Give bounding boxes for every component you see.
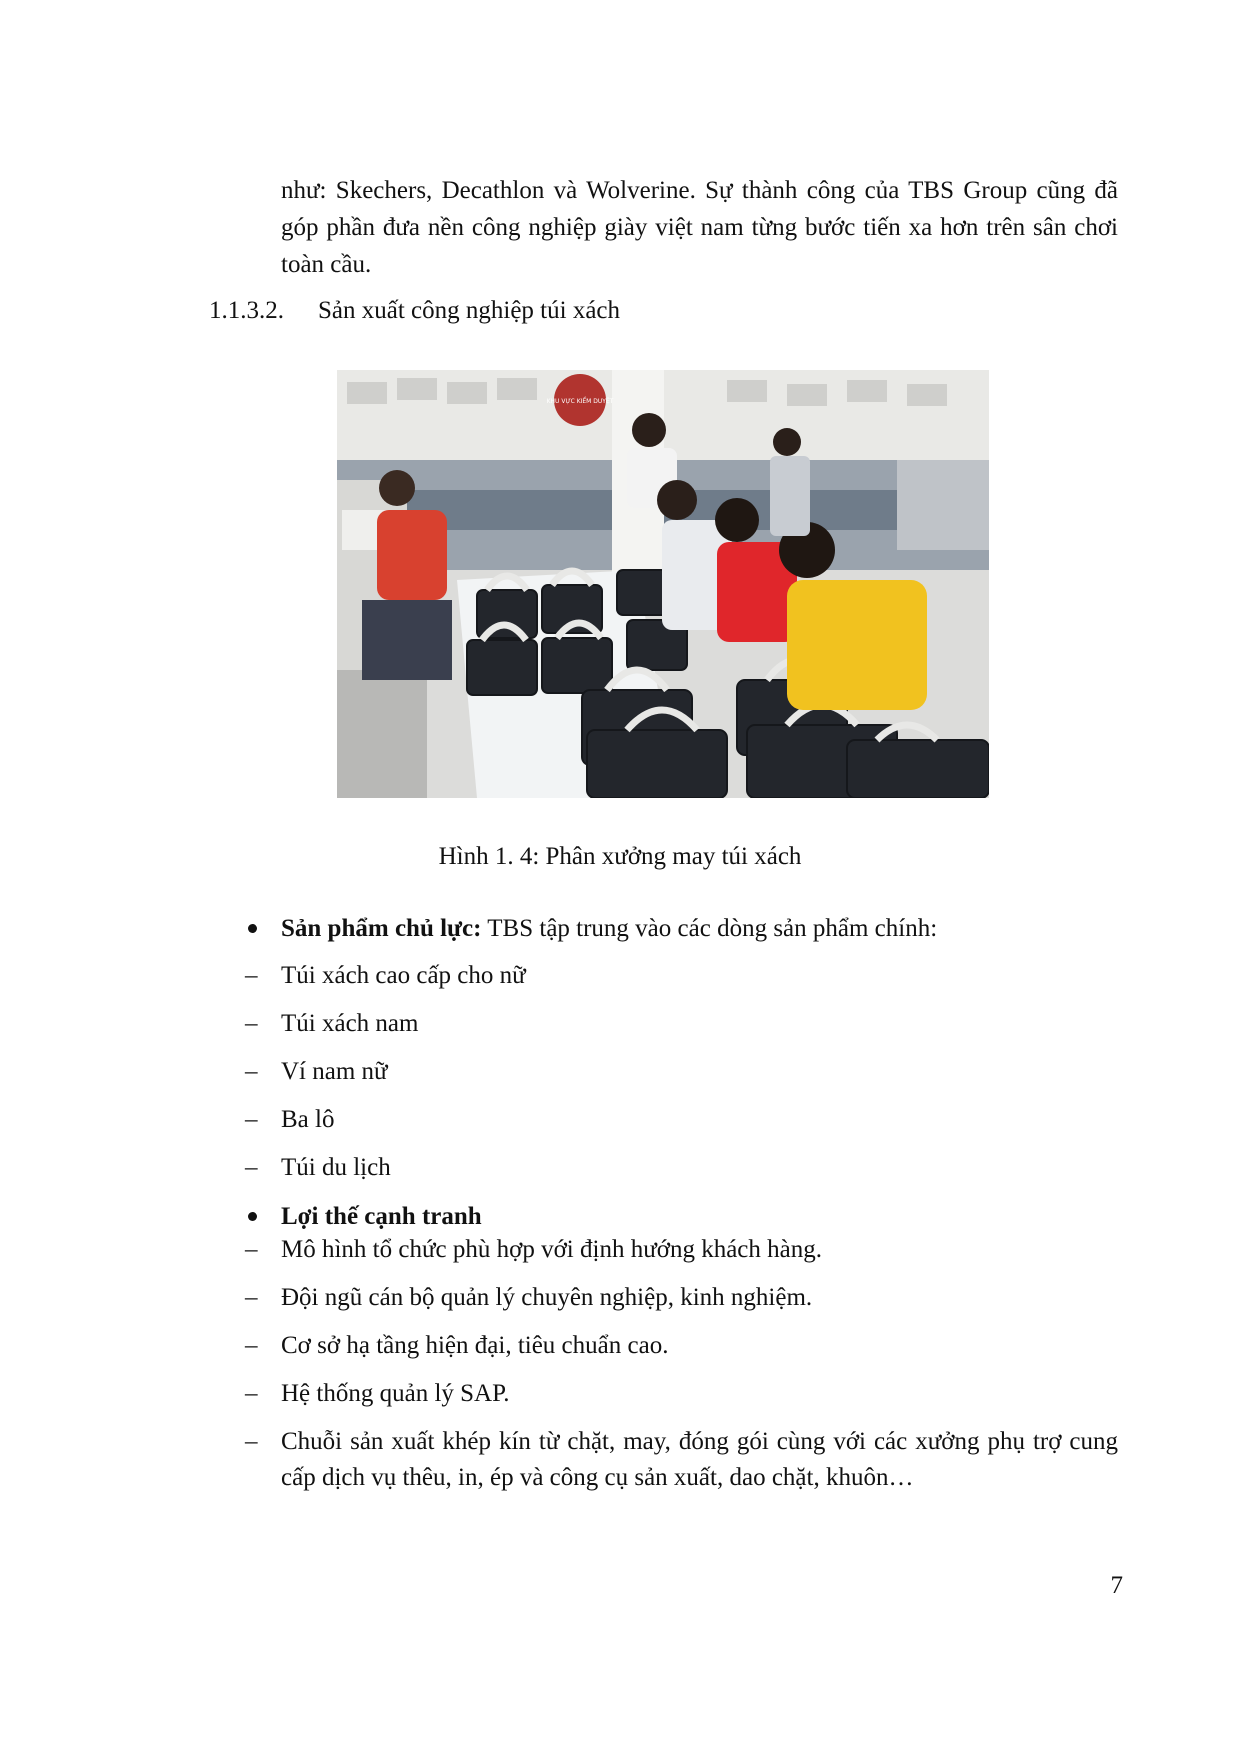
list-item: – Chuỗi sản xuất khép kín từ chặt, may, đóng gói cùng với các xưởng phụ trợ cung cấp dịch vụ thêu, in, ép và công cụ sản xuất, dao chặt, khuôn… [245, 1424, 1118, 1496]
list-item: – Hệ thống quản lý SAP. [245, 1376, 1118, 1412]
list-item: – Ví nam nữ [245, 1054, 1118, 1090]
page-number: 7 [1110, 1572, 1123, 1599]
section-number: 1.1.3.2. [209, 297, 284, 324]
figure-caption: Hình 1. 4: Phân xưởng may túi xách [438, 843, 802, 870]
list-item: – Túi du lịch [245, 1150, 1118, 1186]
factory-sign-text: KHU VỰC KIỂM DUYỆT [546, 398, 614, 405]
products-label: Sản phẩm chủ lực: [281, 915, 482, 942]
list-item: – Túi xách nam [245, 1006, 1118, 1042]
list-item: – Mô hình tổ chức phù hợp với định hướng khách hàng. [245, 1232, 1118, 1268]
dash-marker: – [245, 1106, 258, 1133]
products-intro: TBS tập trung vào các dòng sản phẩm chính: [481, 915, 938, 942]
list-item: – Ba lô [245, 1102, 1118, 1138]
dash-marker: – [245, 1154, 258, 1181]
list-item: – Đội ngũ cán bộ quản lý chuyên nghiệp, kinh nghiệm. [245, 1280, 1118, 1316]
dash-marker: – [245, 1428, 258, 1455]
factory-photo [337, 370, 989, 798]
section-heading [209, 296, 620, 326]
advantages-label: Lợi thế cạnh tranh [281, 1203, 482, 1230]
dash-marker: – [245, 962, 258, 989]
advantages-heading [245, 1202, 482, 1232]
bullet-dot-icon [248, 924, 257, 933]
section-title: Sản xuất công nghiệp túi xách [318, 297, 621, 324]
dash-marker: – [245, 1380, 258, 1407]
dash-marker: – [245, 1284, 258, 1311]
list-item: – Túi xách cao cấp cho nữ [245, 958, 1118, 994]
intro-paragraph: như: Skechers, Decathlon và Wolverine. Sự thành công của TBS Group cũng đã góp phần đưa nền công nghiệp giày việt nam từng bước tiến xa hơn trên sân chơi toàn cầu. [281, 177, 1118, 278]
bullet-dot-icon [248, 1212, 257, 1221]
dash-marker: – [245, 1058, 258, 1085]
dash-marker: – [245, 1236, 258, 1263]
dash-marker: – [245, 1332, 258, 1359]
products-heading [245, 914, 937, 944]
dash-marker: – [245, 1010, 258, 1037]
list-item: – Cơ sở hạ tầng hiện đại, tiêu chuẩn cao. [245, 1328, 1118, 1364]
